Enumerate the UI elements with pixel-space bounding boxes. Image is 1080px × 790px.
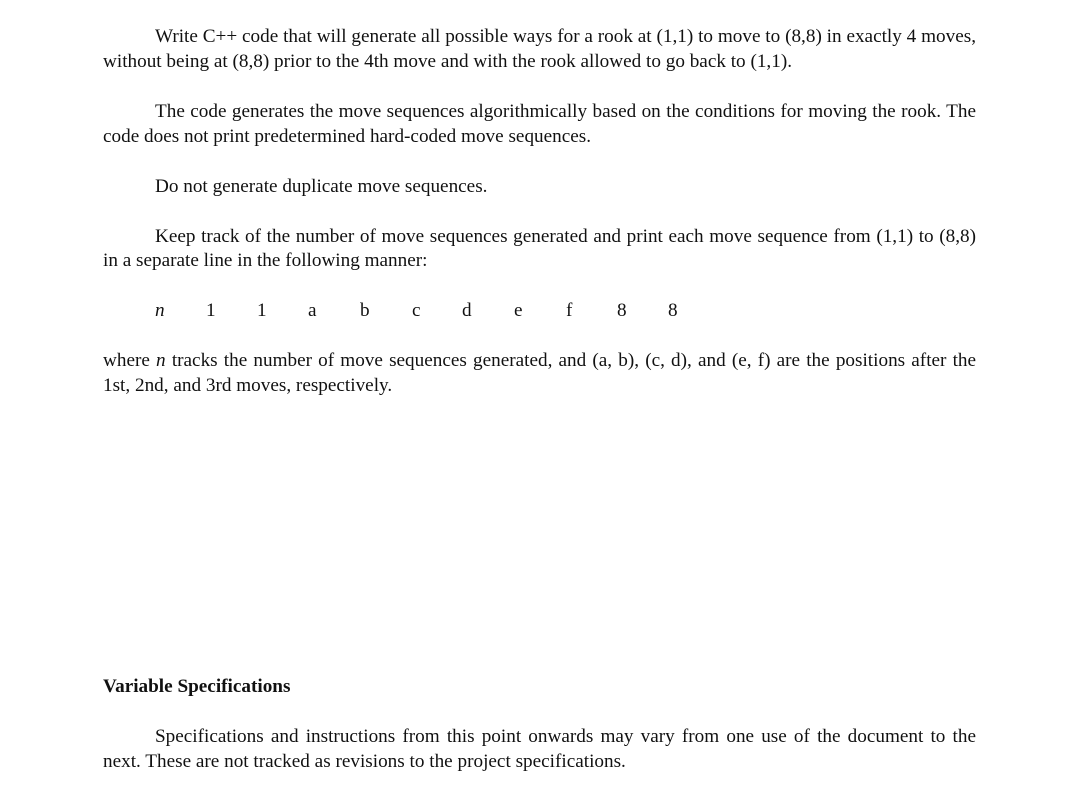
intro-paragraph: Write C++ code that will generate all possible ways for a rook at (1,1) to move to (8,8) in exactly 4 moves, without being at (8,8) prior to the 4th move and with the rook allowed to go back to (1,1). [103, 26, 976, 72]
document-page [103, 25, 976, 399]
format-token-n: n [155, 300, 165, 322]
where-rest: tracks the number of move sequences generated, and (a, b), (c, d), and (e, f) are the positions after the 1st, 2nd, and 3rd moves, respectively. [103, 350, 977, 397]
variable-specifications-section [103, 675, 976, 775]
format-token-end-x: 8 [617, 300, 627, 322]
where-paragraph [103, 349, 976, 399]
output-format-line [103, 299, 976, 324]
format-token-e: e [514, 300, 523, 322]
section-heading: Variable Specifications [103, 676, 291, 697]
format-token-end-y: 8 [668, 300, 678, 322]
algorithmic-note-paragraph: The code generates the move sequences algorithmically based on the conditions for moving the rook. The code does not print predetermined hard-coded move sequences. [103, 100, 976, 147]
format-token-a: a [308, 300, 317, 322]
format-token-b: b [360, 300, 370, 322]
where-variable: n [156, 350, 166, 372]
format-token-start-x: 1 [206, 300, 216, 322]
format-token-f: f [566, 300, 573, 322]
format-token-c: c [412, 300, 421, 322]
section-body-paragraph: Specifications and instructions from this point onwards may vary from one use of the document to the next. These are not tracked as revisions to the project specifications. [103, 725, 976, 772]
output-instruction-paragraph: Keep track of the number of move sequences generated and print each move sequence from (1,1) to (8,8) in a separate line in the following manner: [103, 225, 976, 272]
format-token-start-y: 1 [257, 300, 267, 322]
format-token-d: d [462, 300, 472, 322]
where-prefix: where [103, 350, 150, 372]
no-duplicates-paragraph: Do not generate duplicate move sequences. [155, 175, 488, 197]
